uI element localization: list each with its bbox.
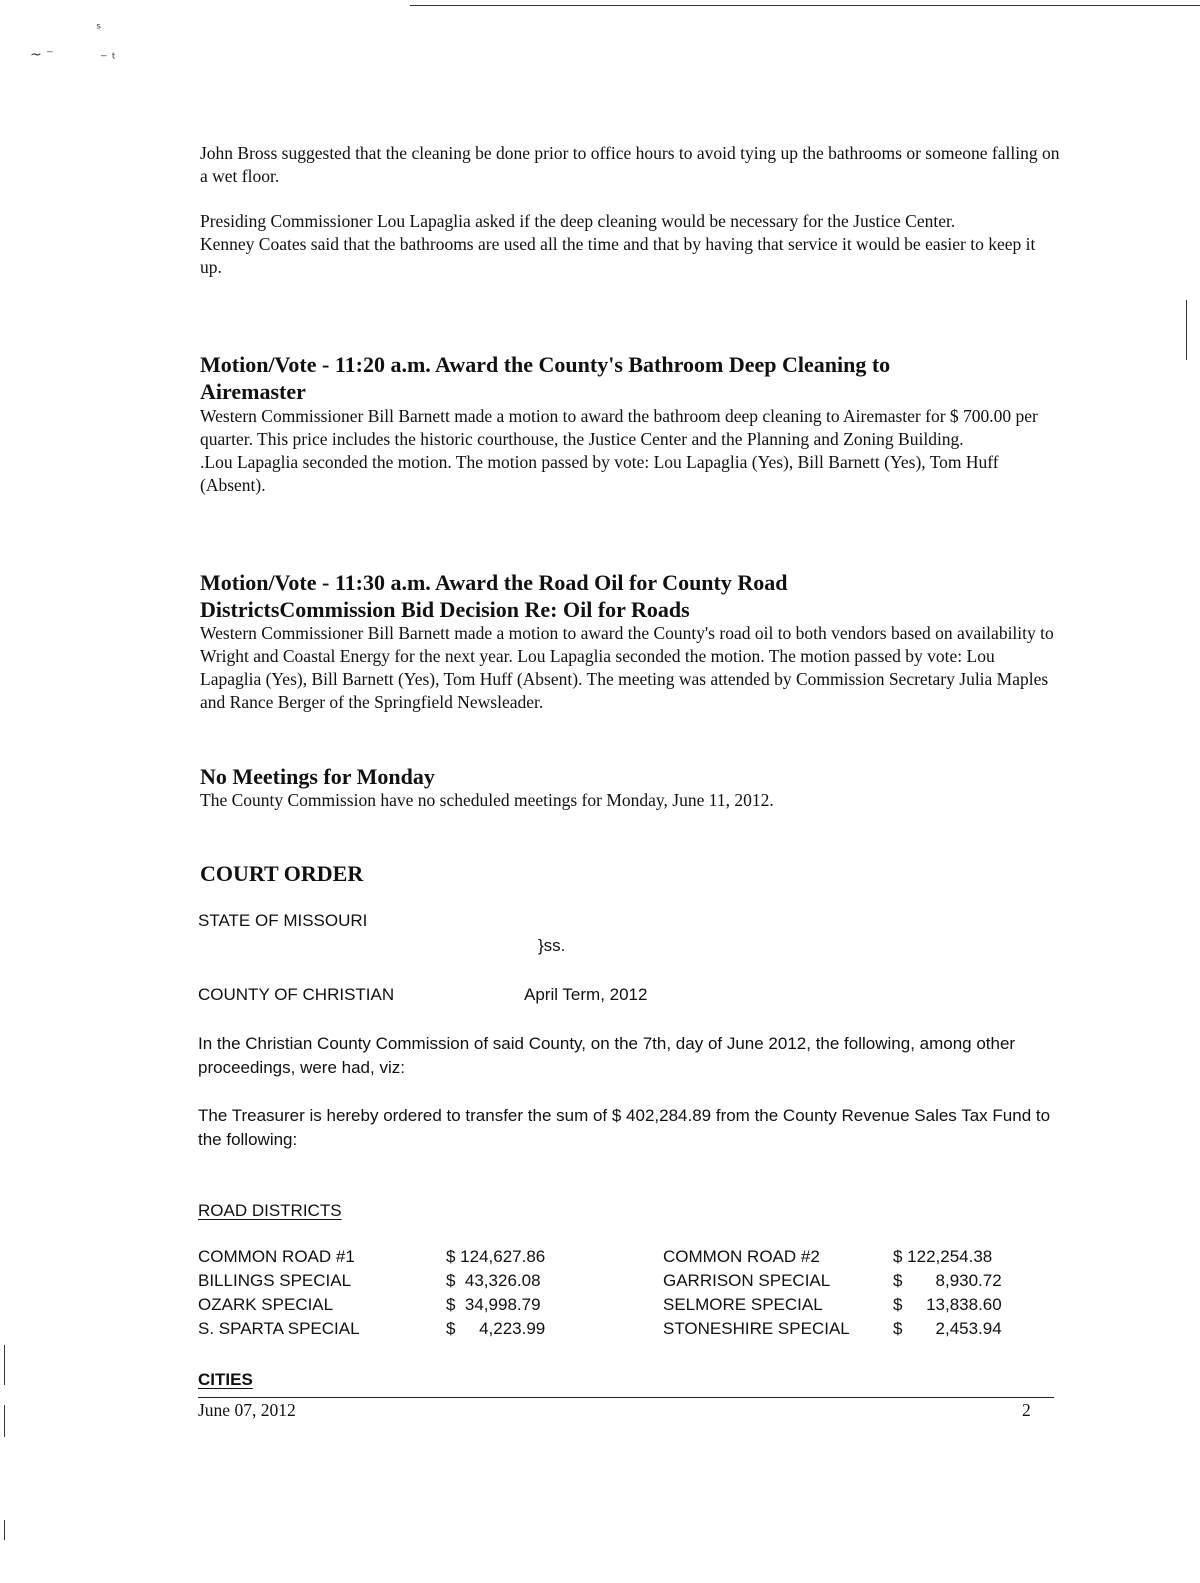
district-name: COMMON ROAD #1 <box>198 1247 355 1266</box>
court-intro: In the Christian County Commission of said County, on the 7th, day of June 2012, the following, among other proceedings, were had, viz: <box>198 1034 1016 1077</box>
court-order-heading: COURT ORDER <box>200 861 364 886</box>
paragraph-lapaglia: Presiding Commissioner Lou Lapaglia asked if the deep cleaning would be necessary for the Justice Center. Kenney Coates said that the bathrooms are used all the time and that by having that service it would be easier to keep it up. <box>200 211 1036 277</box>
scan-speck: ˢ <box>96 21 102 37</box>
top-rule <box>410 5 1200 6</box>
margin-mark <box>4 1520 5 1540</box>
footer-rule <box>198 1397 1054 1398</box>
road-districts-label: ROAD DISTRICTS <box>198 1201 342 1220</box>
margin-mark <box>1186 300 1187 360</box>
district-name: GARRISON SPECIAL <box>663 1271 831 1290</box>
scan-speck: ⁻ ᵗ <box>100 51 116 67</box>
page-number: 2 <box>1022 1400 1031 1420</box>
county-label: COUNTY OF CHRISTIAN <box>198 985 395 1004</box>
district-name: OZARK SPECIAL <box>198 1295 334 1314</box>
district-amount: $ 2,453.94 <box>893 1319 1002 1338</box>
motion2-heading: Motion/Vote - 11:30 a.m. Award the Road Oil for County Road DistrictsCommission Bid Decision Re: Oil for Roads <box>200 570 788 622</box>
term-label: April Term, 2012 <box>524 985 648 1004</box>
district-name: BILLINGS SPECIAL <box>198 1271 352 1290</box>
cities-label: CITIES <box>198 1370 253 1389</box>
no-meetings-body: The County Commission have no scheduled meetings for Monday, June 11, 2012. <box>200 790 774 810</box>
district-amount: $ 122,254.38 <box>893 1247 993 1266</box>
district-amount: $ 13,838.60 <box>893 1295 1002 1314</box>
motion2-body: Western Commissioner Bill Barnett made a motion to award the County's road oil to both vendors based on availability to Wright and Coastal Energy for the next year. Lou Lapaglia seconded the motion. The motion passed by vote: Lou Lapaglia (Yes), Bill Barnett (Yes), Tom Huff (Absent). The meeting was attended by Commission Secretary Julia Maples and Rance Berger of the Springfield Newsleader. <box>200 623 1054 712</box>
motion1-body: Western Commissioner Bill Barnett made a motion to award the bathroom deep cleaning to Airemaster for $ 700.00 per quarter. This price includes the historic courthouse, the Justice Center and the Planning and Zoning Building. .Lou Lapaglia seconded the motion. The motion passed by vote: Lou Lapaglia (Yes), Bill Barnett (Yes), Tom Huff (Absent). <box>200 406 1038 495</box>
paragraph-bross: John Bross suggested that the cleaning be done prior to office hours to avoid tying up the bathrooms or someone falling on a wet floor. <box>200 143 1060 186</box>
district-name: S. SPARTA SPECIAL <box>198 1319 360 1338</box>
district-name: STONESHIRE SPECIAL <box>663 1319 850 1338</box>
ss-label: }ss. <box>538 936 566 955</box>
state-label: STATE OF MISSOURI <box>198 911 368 930</box>
footer-date: June 07, 2012 <box>198 1400 296 1420</box>
margin-mark <box>4 1405 5 1437</box>
district-name: COMMON ROAD #2 <box>663 1247 820 1266</box>
margin-mark <box>4 1345 5 1385</box>
district-amount: $ 4,223.99 <box>446 1319 546 1338</box>
district-amount: $ 43,326.08 <box>446 1271 541 1290</box>
table-row <box>198 1319 1018 1343</box>
court-transfer-order: The Treasurer is hereby ordered to transfer the sum of $ 402,284.89 from the County Revenue Sales Tax Fund to the following: <box>198 1106 1051 1149</box>
no-meetings-heading: No Meetings for Monday <box>200 764 435 789</box>
table-row <box>198 1295 1018 1319</box>
district-name: SELMORE SPECIAL <box>663 1295 823 1314</box>
table-row <box>198 1271 1018 1295</box>
scan-speck: ~ ⁻ <box>30 47 54 63</box>
district-amount: $ 34,998.79 <box>446 1295 541 1314</box>
district-amount: $ 8,930.72 <box>893 1271 1002 1290</box>
table-row <box>198 1247 1018 1271</box>
motion1-heading: Motion/Vote - 11:20 a.m. Award the County's Bathroom Deep Cleaning to Airemaster <box>200 352 891 404</box>
district-amount: $ 124,627.86 <box>446 1247 546 1266</box>
